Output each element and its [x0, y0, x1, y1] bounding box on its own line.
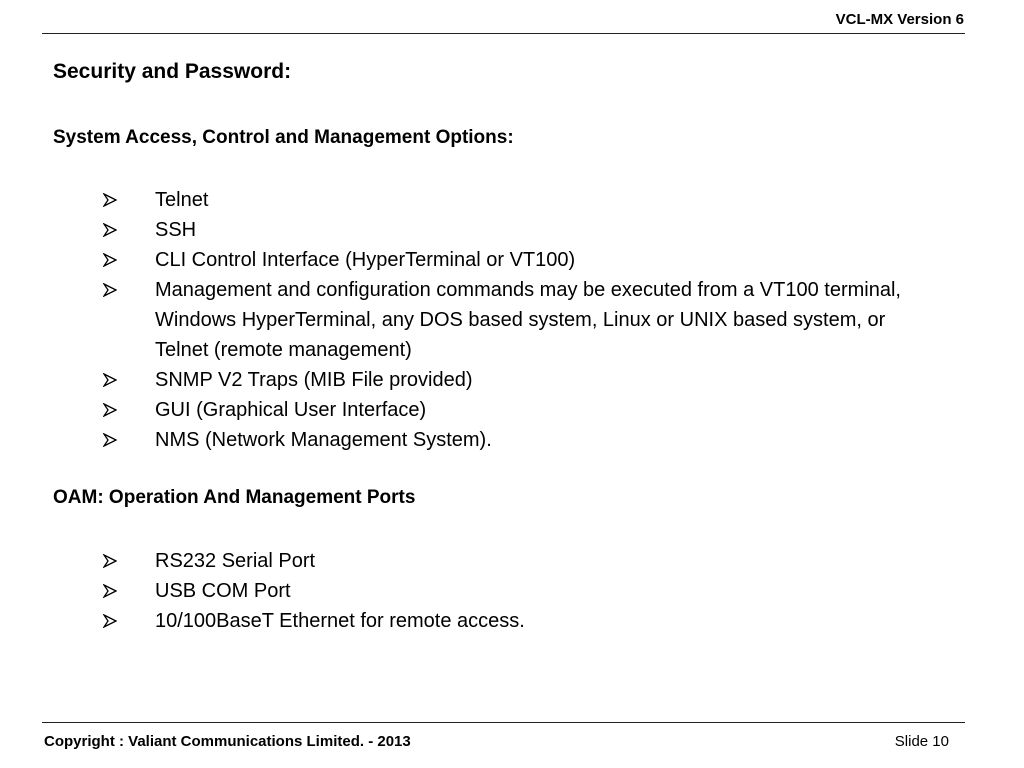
arrowhead-bullet-icon — [103, 215, 155, 245]
slide-number: Slide 10 — [894, 733, 949, 750]
arrowhead-bullet-icon — [103, 185, 155, 215]
arrowhead-bullet-icon — [103, 576, 155, 606]
list-item-text: SNMP V2 Traps (MIB File provided) — [155, 369, 473, 391]
list-item-text: SSH — [155, 219, 197, 241]
arrowhead-bullet-icon — [103, 606, 155, 636]
arrowhead-bullet-icon — [103, 275, 155, 305]
footer-divider — [42, 722, 965, 723]
list-item — [103, 275, 933, 365]
list-item — [103, 606, 933, 636]
list-item-text: NMS (Network Management System). — [155, 429, 492, 451]
list-item — [103, 245, 933, 275]
arrowhead-bullet-icon — [103, 546, 155, 576]
list-item-text: GUI (Graphical User Interface) — [155, 399, 427, 421]
list-item-text: Telnet — [155, 189, 209, 211]
list-item-text: Management and configuration commands may be executed from a VT100 terminal, Windows HyperTerminal, any DOS based system, Linux or UNIX based system, or Telnet (remote management) — [155, 279, 901, 361]
access-section-title: System Access, Control and Management Options: — [53, 127, 514, 148]
list-item-text: USB COM Port — [155, 580, 291, 602]
access-options-list — [103, 185, 933, 455]
list-item — [103, 215, 933, 245]
list-item-text: CLI Control Interface (HyperTerminal or VT100) — [155, 249, 576, 271]
header-divider — [42, 33, 965, 34]
header-title: VCL-MX Version 6 — [835, 11, 964, 28]
oam-ports-list — [103, 546, 933, 636]
arrowhead-bullet-icon — [103, 365, 155, 395]
list-item — [103, 546, 933, 576]
list-item — [103, 395, 933, 425]
arrowhead-bullet-icon — [103, 245, 155, 275]
list-item — [103, 576, 933, 606]
list-item — [103, 365, 933, 395]
list-item — [103, 185, 933, 215]
footer-copyright: Copyright : Valiant Communications Limited. - 2013 — [44, 733, 411, 750]
list-item-text: RS232 Serial Port — [155, 550, 316, 572]
arrowhead-bullet-icon — [103, 395, 155, 425]
list-item-text: 10/100BaseT Ethernet for remote access. — [155, 610, 525, 632]
oam-section-title: OAM: Operation And Management Ports — [53, 487, 416, 508]
list-item — [103, 425, 933, 455]
arrowhead-bullet-icon — [103, 425, 155, 455]
page-title: Security and Password: — [53, 60, 292, 83]
